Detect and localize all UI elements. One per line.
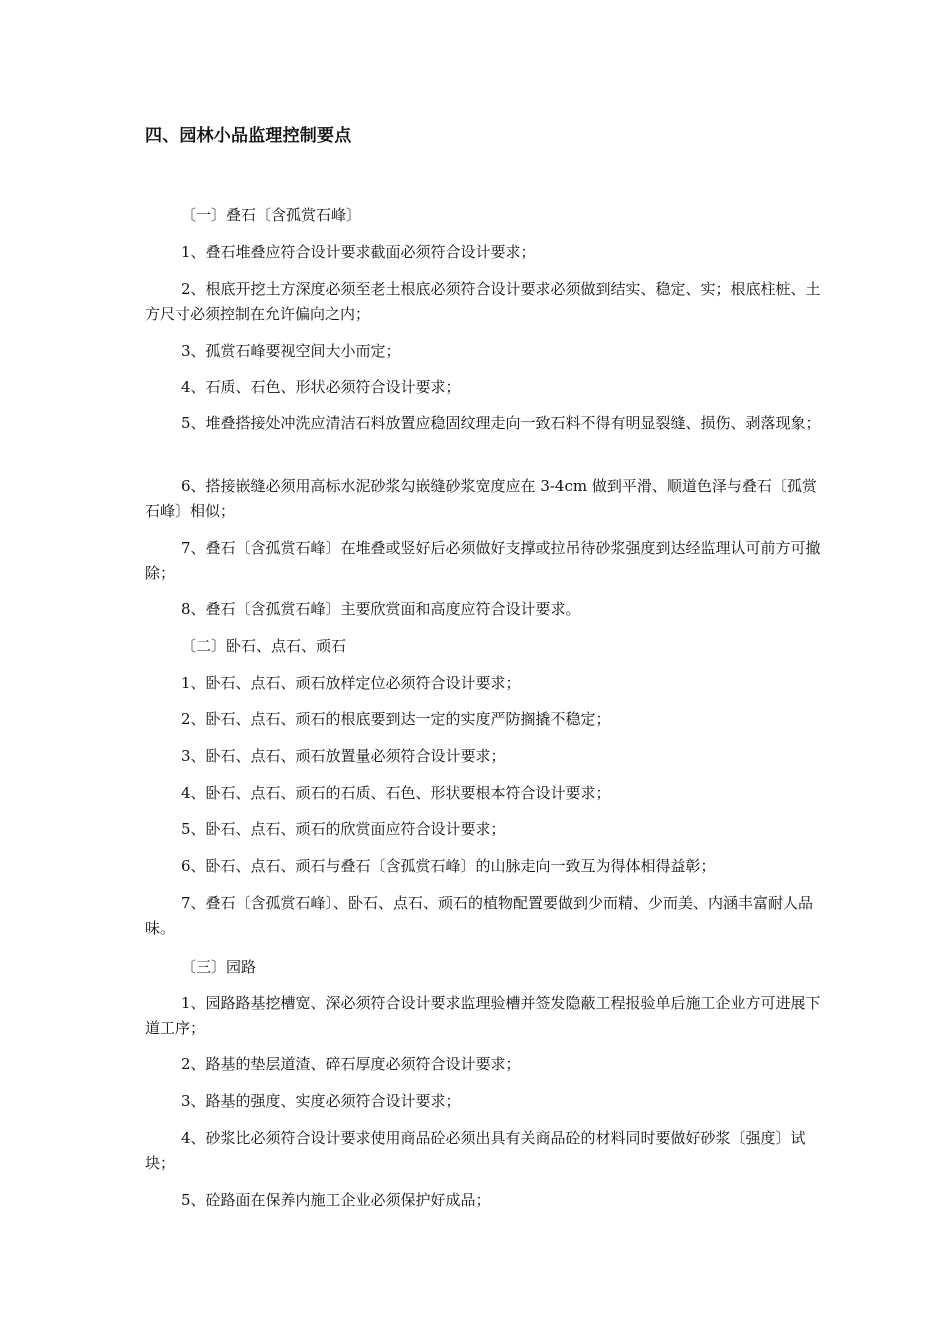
paragraph: 5、砼路面在保养内施工企业必须保护好成品； [181,1191,491,1209]
paragraph: 2、路基的垫层道渣、碎石厚度必须符合设计要求； [181,1055,521,1073]
paragraph: 4、卧石、点石、顽石的石质、石色、形状要根本符合设计要求； [181,784,611,802]
paragraph: 1、叠石堆叠应符合设计要求截面必须符合设计要求； [181,243,536,261]
paragraph: 3、路基的强度、实度必须符合设计要求； [181,1092,461,1110]
paragraph: 5、卧石、点石、顽石的欣赏面应符合设计要求； [181,820,506,838]
paragraph: 7、叠石〔含孤赏石峰〕、卧石、点石、顽石的植物配置要做到少而精、少而美、内涵丰富耐人品味。 [145,894,814,937]
paragraph: 1、卧石、点石、顽石放样定位必须符合设计要求； [181,674,521,692]
paragraph: 3、孤赏石峰要视空间大小而定； [181,342,401,360]
paragraph: 8、叠石〔含孤赏石峰〕主要欣赏面和高度应符合设计要求。 [181,600,581,618]
subsection-heading-lying-rocks: 〔二〕卧石、点石、顽石 [181,637,347,655]
paragraph: 7、叠石〔含孤赏石峰〕在堆叠或竖好后必须做好支撑或拉吊待砂浆强度到达经监理认可前方可撤除； [145,539,821,582]
paragraph: 1、园路路基挖槽宽、深必须符合设计要求监理验槽并签发隐蔽工程报验单后施工企业方可进展下道工序； [145,994,821,1037]
subsection-heading-garden-paths: 〔三〕园路 [181,958,257,976]
paragraph: 6、卧石、点石、顽石与叠石〔含孤赏石峰〕的山脉走向一致互为得体相得益彰； [181,857,716,875]
paragraph: 2、根底开挖土方深度必须至老土根底必须符合设计要求必须做到结实、稳定、实；根底柱桩、土方尺寸必须控制在允许偏向之内； [145,280,821,323]
paragraph: 3、卧石、点石、顽石放置量必须符合设计要求； [181,747,506,765]
paragraph: 5、堆叠搭接处冲洗应清洁石料放置应稳固纹理走向一致石料不得有明显裂缝、损伤、剥落现象； [181,414,821,432]
section-heading: 四、园林小品监理控制要点 [145,126,352,146]
paragraph: 4、石质、石色、形状必须符合设计要求； [181,378,461,396]
paragraph: 4、砂浆比必须符合设计要求使用商品砼必须出具有关商品砼的材料同时要做好砂浆〔强度〕试块； [145,1129,806,1172]
paragraph: 2、卧石、点石、顽石的根底要到达一定的实度严防搁撬不稳定； [181,710,611,728]
paragraph: 6、搭接嵌缝必须用高标水泥砂浆勾嵌缝砂浆宽度应在 3-4cm 做到平滑、顺道色泽与叠石〔孤赏石峰〕相似； [145,477,817,520]
subsection-heading-stacked-rocks: 〔一〕叠石〔含孤赏石峰〕 [181,206,362,224]
